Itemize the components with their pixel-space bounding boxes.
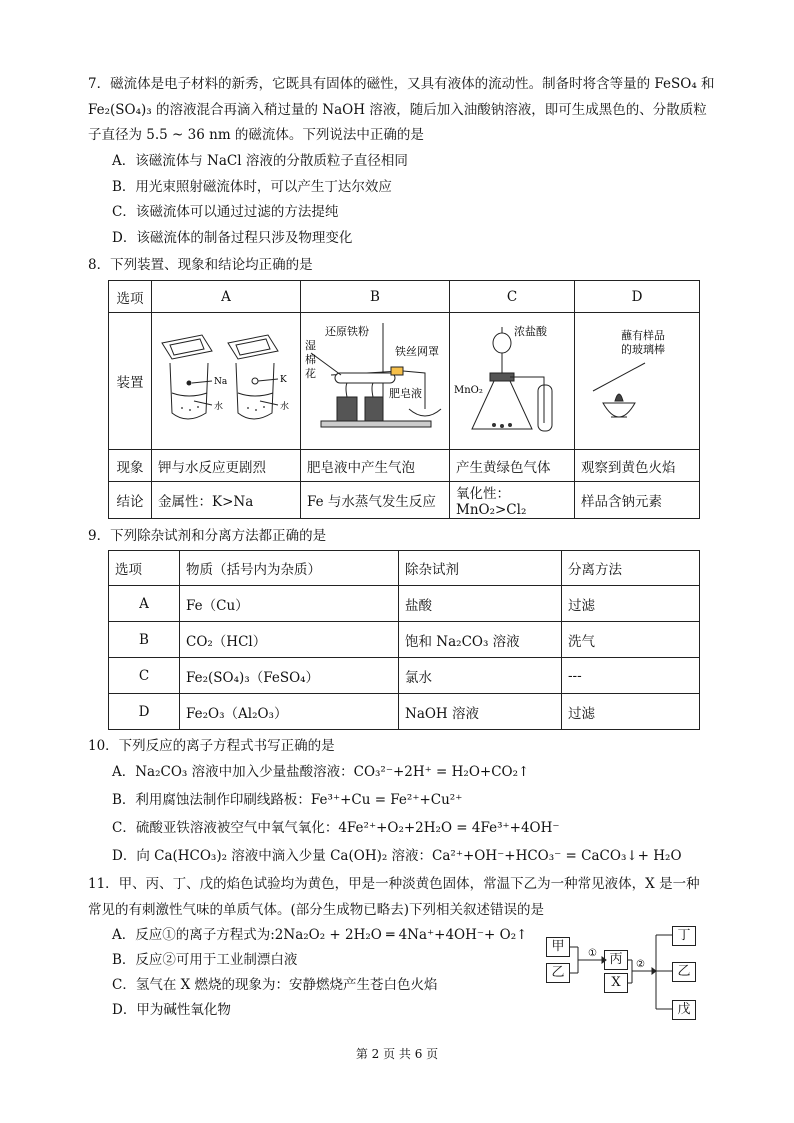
q8-header-c: C — [450, 281, 575, 313]
q7-option-a: A．该磁流体与 NaCl 溶液的分散质粒子直径相同 — [112, 153, 408, 169]
table-row — [109, 622, 700, 658]
diagram-node-yi-product: 乙 — [672, 962, 696, 982]
q8-conclusion-b: Fe 与水蒸气发生反应 — [301, 482, 450, 519]
fig-a-water-label-1: 水 — [214, 402, 224, 412]
q8-header-option: 选项 — [109, 281, 152, 313]
q7-stem-line1: 7．磁流体是电子材料的新秀，它既具有固体的磁性，又具有液体的流动性。制备时将含等量的 FeSO₄ 和 — [88, 76, 715, 92]
q9-row-a-substance: Fe（Cu） — [180, 586, 399, 622]
diagram-node-yi: 乙 — [546, 963, 570, 983]
q9-row-c-method: --- — [562, 658, 700, 694]
q11-option-a: A．反应①的离子方程式为:2Na₂O₂ + 2H₂O ═ 4Na⁺+4OH⁻+ O₂↑ — [112, 927, 528, 943]
fig-b-soap-label: 肥皂液 — [389, 387, 422, 400]
reaction-1-label: ① — [588, 948, 597, 959]
q8-row-conclusion-label: 结论 — [109, 482, 152, 519]
q11-stem-line1: 11．甲、丙、丁、戊的焰色试验均为黄色，甲是一种淡黄色固体，常温下乙为一种常见液体，X 是一种 — [88, 876, 700, 892]
q7-option-d: D．该磁流体的制备过程只涉及物理变化 — [112, 230, 353, 246]
q9-row-c-key: C — [109, 658, 180, 694]
q8-header-b: B — [301, 281, 450, 313]
q11-option-b: B．反应②可用于工业制漂白液 — [112, 952, 298, 968]
q8-conclusion-a: 金属性：K>Na — [152, 482, 301, 519]
q10-option-a: A．Na₂CO₃ 溶液中加入少量盐酸溶液：CO₃²⁻+2H⁺ = H₂O+CO₂↑ — [112, 764, 530, 780]
fig-b-iron-powder-label: 还原铁粉 — [325, 325, 369, 338]
diagram-node-bing: 丙 — [604, 950, 628, 970]
diagram-node-x: X — [604, 973, 628, 993]
q10-option-b: B．利用腐蚀法制作印刷线路板：Fe³⁺+Cu = Fe²⁺+Cu²⁺ — [112, 792, 463, 808]
q8-phenomenon-a: 钾与水反应更剧烈 — [152, 450, 301, 482]
q9-header-reagent: 除杂试剂 — [399, 551, 562, 586]
q9-row-b-key: B — [109, 622, 180, 658]
q9-row-a-reagent: 盐酸 — [399, 586, 562, 622]
q8-apparatus-a — [152, 313, 301, 450]
diagram-node-ding: 丁 — [672, 926, 696, 946]
q8-phenomenon-c: 产生黄绿色气体 — [450, 450, 575, 482]
q9-row-a-key: A — [109, 586, 180, 622]
q10-option-c: C．硫酸亚铁溶液被空气中氧气氧化：4Fe²⁺+O₂+2H₂O = 4Fe³⁺+4OH⁻ — [112, 820, 560, 836]
q10-option-d: D．向 Ca(HCO₃)₂ 溶液中滴入少量 Ca(OH)₂ 溶液：Ca²⁺+OH⁻+HCO₃⁻ = CaCO₃↓+ H₂O — [112, 848, 682, 864]
q10-stem: 10．下列反应的离子方程式书写正确的是 — [88, 738, 335, 754]
fig-b-flower-label: 花 — [305, 367, 316, 380]
q11-option-c: C．氢气在 X 燃烧的现象为：安静燃烧产生苍白色火焰 — [112, 977, 438, 993]
fig-b-wire-mesh-label: 铁丝网罩 — [395, 345, 439, 358]
fig-a-k-label: K — [280, 375, 287, 385]
q9-row-b-reagent: 饱和 Na₂CO₃ 溶液 — [399, 622, 562, 658]
q8-table — [108, 280, 700, 519]
q9-stem: 9．下列除杂试剂和分离方法都正确的是 — [88, 528, 327, 544]
q9-row-c-reagent: 氯水 — [399, 658, 562, 694]
q9-row-b-method: 洗气 — [562, 622, 700, 658]
q8-conclusion-d: 样品含钠元素 — [575, 482, 700, 519]
q7-option-b: B．用光束照射磁流体时，可以产生丁达尔效应 — [112, 179, 392, 195]
q8-conclusion-c: 氧化性：MnO₂>Cl₂ — [450, 482, 575, 519]
q8-apparatus-c — [450, 313, 575, 450]
apparatus-c-figure — [450, 313, 574, 445]
q8-row-apparatus-label: 装置 — [109, 313, 152, 450]
q9-row-d-method: 过滤 — [562, 694, 700, 730]
fig-c-hcl-label: 浓盐酸 — [514, 325, 547, 338]
table-row — [109, 658, 700, 694]
fig-d-label-2: 的玻璃棒 — [621, 343, 665, 356]
q9-row-d-key: D — [109, 694, 180, 730]
q11-stem-line2: 常见的有刺激性气味的单质气体。(部分生成物已略去)下列相关叙述错误的是 — [88, 902, 545, 918]
q9-row-d-substance: Fe₂O₃（Al₂O₃） — [180, 694, 399, 730]
q8-phenomenon-b: 肥皂液中产生气泡 — [301, 450, 450, 482]
reaction-2-label: ② — [636, 959, 645, 970]
q8-phenomenon-d: 观察到黄色火焰 — [575, 450, 700, 482]
q7-stem-line2: Fe₂(SO₄)₃ 的溶液混合再滴入稍过量的 NaOH 溶液，随后加入油酸钠溶液，即可生成黑色的、分散质粒 — [88, 102, 707, 118]
q7-option-c: C．该磁流体可以通过过滤的方法提纯 — [112, 204, 339, 220]
fig-b-cotton-label: 棉 — [305, 353, 316, 366]
fig-b-wet-label: 湿 — [305, 339, 316, 352]
q8-apparatus-d — [575, 313, 700, 450]
fig-a-water-label-2: 水 — [280, 402, 290, 412]
fig-d-label-1: 蘸有样品 — [621, 329, 665, 342]
q8-header-a: A — [152, 281, 301, 313]
q8-apparatus-b — [301, 313, 450, 450]
q8-stem: 8．下列装置、现象和结论均正确的是 — [88, 257, 313, 273]
fig-c-mno2-label: MnO₂ — [454, 385, 483, 396]
q9-row-c-substance: Fe₂(SO₄)₃（FeSO₄） — [180, 658, 399, 694]
q7-stem-line3: 子直径为 5.5 ~ 36 nm 的磁流体。下列说法中正确的是 — [88, 127, 424, 143]
q11-option-d: D．甲为碱性氧化物 — [112, 1002, 231, 1018]
q9-header-option: 选项 — [109, 551, 180, 586]
fig-a-na-label: Na — [214, 377, 228, 387]
page-footer: 第 2 页 共 6 页 — [355, 1047, 439, 1061]
q9-row-d-reagent: NaOH 溶液 — [399, 694, 562, 730]
apparatus-d-figure — [575, 313, 699, 445]
q9-row-b-substance: CO₂（HCl） — [180, 622, 399, 658]
q9-table — [108, 550, 700, 730]
apparatus-a-figure — [152, 313, 300, 445]
q8-row-phenomenon-label: 现象 — [109, 450, 152, 482]
q9-header-substance: 物质（括号内为杂质） — [180, 551, 399, 586]
q9-row-a-method: 过滤 — [562, 586, 700, 622]
table-row — [109, 586, 700, 622]
q8-header-d: D — [575, 281, 700, 313]
diagram-node-wu: 戊 — [672, 1000, 696, 1020]
apparatus-b-figure — [301, 313, 449, 445]
q9-header-method: 分离方法 — [562, 551, 700, 586]
diagram-node-jia: 甲 — [546, 937, 570, 957]
table-row — [109, 694, 700, 730]
